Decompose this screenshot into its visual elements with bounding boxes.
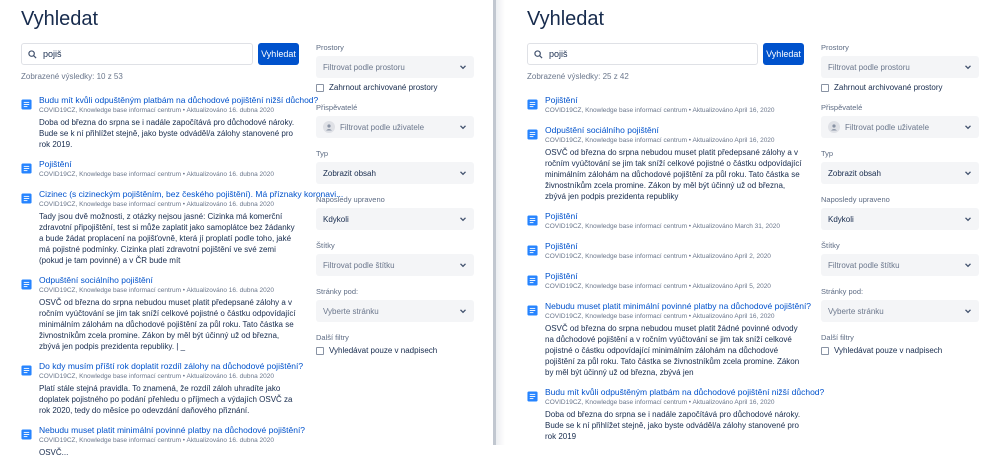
page-icon [21, 161, 32, 179]
result-item [21, 95, 319, 150]
page-icon [527, 389, 538, 407]
result-item [527, 301, 812, 378]
result-count: Zobrazené výsledky: 25 z 42 [527, 72, 629, 81]
pages-label: Stránky pod: [316, 287, 359, 296]
contributors-label: Přispěvatelé [316, 103, 358, 112]
chevron-down-icon [964, 261, 972, 269]
result-excerpt: Platí stále stejná pravidla. To znamená, že rozdíl záloh uhradíte jako doplatek pojistného po podání přehledu o příjmech a výdajích OSVČ za rok 2020, tedy do měsíce po odevzdání daňového přiznání. [39, 384, 293, 415]
result-title-link[interactable]: Cizinec (s cizineckým pojištěním, bez českého pojištění). Má příznaky koronavi... [39, 189, 344, 199]
modified-label: Naposledy upraveno [821, 195, 890, 204]
search-input-box[interactable] [527, 43, 758, 65]
filters-panel [316, 43, 474, 366]
result-item [527, 125, 805, 202]
chevron-down-icon [964, 307, 972, 315]
result-title-link[interactable]: Budu mít kvůli odpuštěným platbám na důchodové pojištění nižší důchod? [39, 95, 319, 105]
search-input[interactable] [43, 49, 252, 59]
pages-select[interactable]: Vyberte stránku [316, 300, 474, 322]
result-excerpt: Tady jsou dvě možnosti, z otázky nejsou jasné: Cizinka má komerční zdravotní připojištění, test si může zaplatit jako samoplátce bez žádanky a bude žádat proplacení na pojišťovně, která jí proplatí podle toho, jaké má pojistné podmínky. Cizinka platí zdravotní pojištění ve své zemi (pokud je tam povinné) a v ČR bude mít [39, 212, 295, 265]
type-select[interactable]: Zobrazit obsah [821, 162, 979, 184]
page-icon [527, 243, 538, 261]
modified-select[interactable]: Kdykoli [821, 208, 979, 230]
page-icon [527, 213, 538, 231]
type-select[interactable]: Zobrazit obsah [316, 162, 474, 184]
result-title-link[interactable]: Odpuštění sociálního pojištění [545, 125, 659, 135]
page-title: Vyhledat [527, 8, 605, 30]
result-title-link[interactable]: Pojištění [545, 241, 578, 251]
checkbox-box[interactable] [316, 347, 324, 355]
page-title: Vyhledat [21, 8, 99, 30]
result-excerpt: OSVČ od března do srpna nebudou muset platit předepsané zálohy a v ročním vyúčtování se jim tak sníží celkové pojistné o částku odpovídající minimálním zálohám na důchodové pojištění za půl roku. Tato částka se živnostníkům zcela promine. Zákon by měl být účinný už od března, zbývá jen podpis prezidenta republiky. | _ [39, 298, 296, 351]
result-meta: COVID19CZ, Knowledge base informací centrum • Aktualizováno April 16, 2020 [545, 313, 775, 320]
result-title-link[interactable]: Pojištění [545, 271, 578, 281]
chevron-down-icon [964, 123, 972, 131]
page-icon [21, 191, 32, 209]
chevron-down-icon [964, 215, 972, 223]
page-icon [527, 127, 538, 145]
page-icon [21, 277, 32, 295]
chevron-down-icon [459, 169, 467, 177]
result-title-link[interactable]: Pojištění [39, 159, 72, 169]
chevron-down-icon [459, 63, 467, 71]
chevron-down-icon [459, 215, 467, 223]
labels-label: Štítky [316, 241, 335, 250]
result-title-link[interactable]: Nebudu muset platit minimální povinné platby na důchodové pojištění? [39, 425, 306, 435]
result-item [21, 275, 301, 352]
result-excerpt: Doba od března do srpna se i nadále započítává pro důchodové nároky. Bude se k ní přihlížet stejně, jako byste odváděl/a zálohy stanovené pro rok 2019. [39, 118, 295, 149]
chevron-down-icon [459, 261, 467, 269]
result-meta: COVID19CZ, Knowledge base informací centrum • Aktualizováno 16. dubna 2020 [39, 201, 274, 208]
right-pane [505, 0, 999, 445]
modified-select[interactable]: Kdykoli [316, 208, 474, 230]
chevron-down-icon [964, 169, 972, 177]
result-item [527, 271, 805, 292]
contributors-label: Přispěvatelé [821, 103, 863, 112]
labels-select[interactable]: Filtrovat podle štítku [316, 254, 474, 276]
page-icon [527, 97, 538, 115]
page-icon [21, 97, 32, 115]
result-meta: COVID19CZ, Knowledge base informací centrum • Aktualizováno March 31, 2020 [545, 223, 780, 230]
pages-select[interactable]: Vyberte stránku [821, 300, 979, 322]
result-excerpt: OSVČ od března do srpna nebudou muset platit předepsané zálohy a v ročním vyúčtování se jim tak sníží celkové pojistné o částku odpovídající minimálním zálohám na důchodové pojištění za půl roku. Tato částka se živnostníkům zcela promine. Zákon by měl být účinný už od března, zbývá jen podpis prezidenta republiky [545, 148, 802, 201]
result-title-link[interactable]: Pojištění [545, 95, 578, 105]
labels-label: Štítky [821, 241, 840, 250]
checkbox-box[interactable] [821, 347, 829, 355]
page-icon [21, 363, 32, 381]
result-meta: COVID19CZ, Knowledge base informací centrum • Aktualizováno April 16, 2020 [545, 107, 775, 114]
result-title-link[interactable]: Budu mít kvůli odpuštěným platbám na důchodové pojištění nižší důchod? [545, 387, 825, 397]
result-meta: COVID19CZ, Knowledge base informací centrum • Aktualizováno April 5, 2020 [545, 283, 771, 290]
result-title-link[interactable]: Odpuštění sociálního pojištění [39, 275, 153, 285]
spaces-label: Prostory [316, 43, 344, 52]
checkbox-box[interactable] [821, 84, 829, 92]
checkbox-box[interactable] [316, 84, 324, 92]
result-meta: COVID19CZ, Knowledge base informací centrum • Aktualizováno 16. dubna 2020 [39, 373, 274, 380]
result-excerpt: OSVČ... [39, 448, 69, 457]
result-meta: COVID19CZ, Knowledge base informací centrum • Aktualizováno 16. dubna 2020 [39, 437, 274, 444]
include-archived-checkbox[interactable]: Zahrnout archivované prostory [821, 83, 979, 92]
page-icon [21, 427, 32, 445]
result-meta: COVID19CZ, Knowledge base informací centrum • Aktualizováno 16. dubna 2020 [39, 107, 274, 114]
search-icon [28, 50, 37, 59]
split-divider[interactable] [491, 0, 505, 445]
result-title-link[interactable]: Do kdy musím příští rok doplatit rozdíl zálohy na důchodové pojištění? [39, 361, 304, 371]
page-icon [527, 273, 538, 291]
result-item [527, 387, 825, 442]
spaces-label: Prostory [821, 43, 849, 52]
modified-label: Naposledy upraveno [316, 195, 385, 204]
search-input-box[interactable] [21, 43, 253, 65]
result-meta: COVID19CZ, Knowledge base informací centrum • Aktualizováno 16. dubna 2020 [39, 171, 274, 178]
contributors-select[interactable]: Filtrovat podle uživatele [316, 116, 474, 138]
result-item [527, 95, 805, 116]
pages-label: Stránky pod: [821, 287, 864, 296]
include-archived-checkbox[interactable]: Zahrnout archivované prostory [316, 83, 474, 92]
result-excerpt: OSVČ od března do srpna nebudou muset platit žádné povinné odvody na důchodové pojištění a v ročním vyúčtování se jim tak sníží celkové pojistné o částku odpovídající minimálním zálohám na důchodové pojištění za půl roku. Tato částka se živnostníkům zcela promine. Zákon by měl být účinný už od března, zbývá jen [545, 324, 800, 377]
result-excerpt: Doba od března do srpna se i nadále započítává pro důchodové nároky. Bude se k ní přihlížet stejně, jako byste odváděl/a zálohy stanovené pro rok 2019 [545, 410, 801, 441]
search-button[interactable]: Vyhledat [258, 43, 299, 65]
more-filters-label: Další filtry [821, 333, 854, 342]
result-title-link[interactable]: Pojištění [545, 211, 578, 221]
type-label: Typ [821, 149, 834, 158]
left-pane [0, 0, 491, 457]
chevron-down-icon [459, 123, 467, 131]
user-icon [323, 121, 335, 133]
more-filters-label: Další filtry [316, 333, 349, 342]
labels-select[interactable]: Filtrovat podle štítku [821, 254, 979, 276]
result-item [21, 159, 301, 180]
spaces-select[interactable]: Filtrovat podle prostoru [316, 56, 474, 78]
search-icon [534, 50, 543, 59]
title-only-checkbox[interactable]: Vyhledávat pouze v nadpisech [316, 346, 474, 355]
result-meta: COVID19CZ, Knowledge base informací centrum • Aktualizováno April 16, 2020 [545, 137, 775, 144]
spaces-select[interactable]: Filtrovat podle prostoru [821, 56, 979, 78]
result-item [21, 361, 304, 416]
page-icon [527, 303, 538, 321]
filters-panel [821, 43, 979, 366]
result-item [527, 241, 805, 262]
result-item [527, 211, 805, 232]
result-list [527, 95, 825, 451]
result-meta: COVID19CZ, Knowledge base informací centrum • Aktualizováno April 16, 2020 [545, 399, 775, 406]
chevron-down-icon [459, 307, 467, 315]
result-item [21, 425, 306, 458]
contributors-select[interactable]: Filtrovat podle uživatele [821, 116, 979, 138]
type-label: Typ [316, 149, 329, 158]
title-only-checkbox[interactable]: Vyhledávat pouze v nadpisech [821, 346, 979, 355]
result-meta: COVID19CZ, Knowledge base informací centrum • Aktualizováno 16. dubna 2020 [39, 287, 274, 294]
search-input[interactable] [549, 49, 757, 59]
user-icon [828, 121, 840, 133]
result-count: Zobrazené výsledky: 10 z 53 [21, 72, 123, 81]
chevron-down-icon [964, 63, 972, 71]
result-meta: COVID19CZ, Knowledge base informací centrum • Aktualizováno April 2, 2020 [545, 253, 771, 260]
result-title-link[interactable]: Nebudu muset platit minimální povinné platby na důchodové pojištění? [545, 301, 812, 311]
search-button[interactable]: Vyhledat [763, 43, 804, 65]
